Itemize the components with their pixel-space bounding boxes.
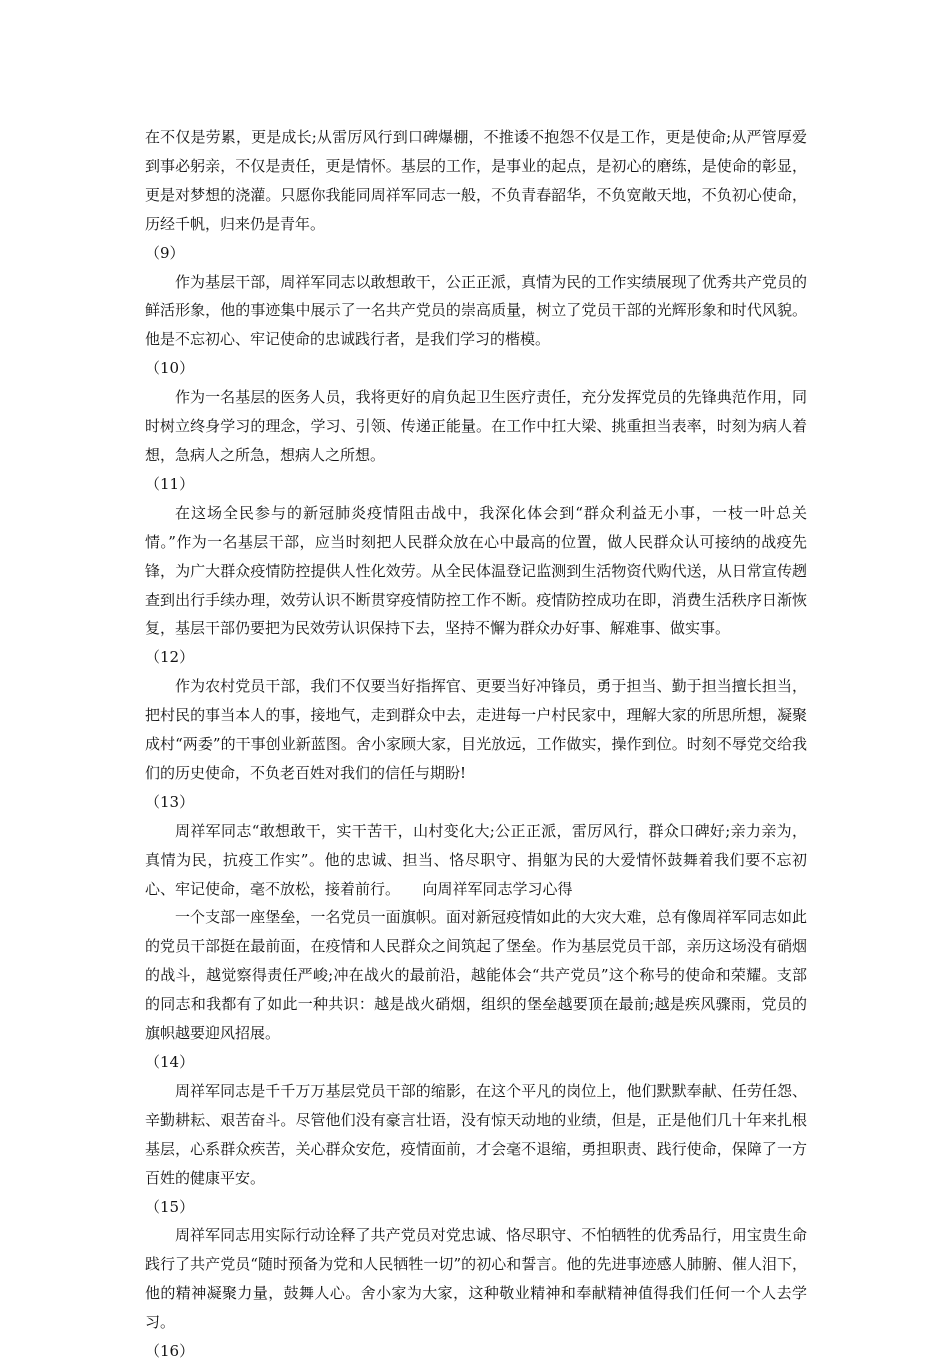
paragraph-13b: 一个支部一座堡垒，一名党员一面旗帜。面对新冠疫情如此的大灾大难，总有像周祥军同志如此的党员干部挺在最前面，在疫情和人民群众之间筑起了堡垒。作为基层党员干部，亲历这场没有硝烟的战斗，越觉察得责任严峻;冲在战火的最前沿，越能体会“共产党员”这个称号的使命和荣耀。支部的同志和我都有了如此一种共识：越是战火硝烟，组织的堡垒越要顶在最前;越是疾风骤雨，党员的旗帜越要迎风招展。 — [145, 908, 807, 1043]
section-number-14: （14） — [145, 1053, 195, 1071]
paragraph-9: 作为基层干部，周祥军同志以敢想敢干，公正正派，真情为民的工作实绩展现了优秀共产党员的鲜活形象，他的事迹集中展示了一名共产党员的崇高质量，树立了党员干部的光辉形象和时代风貌。他是不忘初心、牢记使命的忠诚践行者，是我们学习的楷模。 — [145, 272, 807, 349]
paragraph-15: 周祥军同志用实际行动诠释了共产党员对党忠诚、恪尽职守、不怕牺牲的优秀品行，用宝贵生命践行了共产党员“随时预备为党和人民牺牲一切”的初心和誓言。他的先进事迹感人肺腑、催人泪下，他的精神凝聚力量，鼓舞人心。舍小家为大家，这种敬业精神和奉献精神值得我们任何一个人去学习。 — [145, 1226, 807, 1332]
section-number-15: （15） — [145, 1197, 195, 1216]
paragraph-11: 在这场全民参与的新冠肺炎疫情阻击战中，我深化体会到“群众利益无小事，一枝一叶总关情。”作为一名基层干部，应当时刻把人民群众放在心中最高的位置，做人民群众认可接纳的战疫先锋，为广大群众疫情防控提供人性化效劳。从全民体温登记监测到生活物资代购代送，从日常宣传趔查到出行手续办理，效劳认识不断贯穿疫情防控工作不断。疫情防控成功在即，消费生活秩序日渐恢复，基层干部仍要把为民效劳认识保持下去，坚持不懈为群众办好事、解难事、做实事。 — [145, 503, 807, 638]
section-number-11: （11） — [145, 474, 195, 493]
paragraph-10: 作为一名基层的医务人员，我将更好的肩负起卫生医疗责任，充分发挥党员的先锋典范作用，同时树立终身学习的理念，学习、引领、传递正能量。在工作中扛大梁、挑重担当表率，时刻为病人着想，急病人之所急，想病人之所想。 — [145, 388, 807, 464]
section-number-16: （16） — [145, 1342, 195, 1361]
paragraph-12: 作为农村党员干部，我们不仅要当好指挥官、更要当好冲锋员，勇于担当、勤于担当擅长担当，把村民的事当本人的事，接地气，走到群众中去，走进每一户村民家中，理解大家的所思所想，凝聚成村“两委”的干事创业新蓝图。舍小家顾大家，目光放远，工作做实，操作到位。时刻不辱党交给我们的历史使命，不负老百姓对我们的信任与期盼! — [145, 677, 807, 782]
document-body — [145, 123, 807, 1366]
section-number-13: （13） — [145, 792, 195, 811]
paragraph-13: 周祥军同志“敢想敢干，实干苦干，山村变化大;公正正派，雷厉风行，群众口碑好;亲力亲为，真情为民，抗疫工作实”。他的忠诚、担当、恪尽职守、捐躯为民的大爱情怀鼓舞着我们要不忘初心、牢记使命，毫不放松，接着前行。 向周祥军同志学习心得 — [145, 821, 807, 898]
paragraph-14: 周祥军同志是千千万万基层党员干部的缩影，在这个平凡的岗位上，他们默默奉献、任劳任怨、辛勤耕耘、艰苦奋斗。尽管他们没有豪言壮语，没有惊天动地的业绩，但是，正是他们几十年来扎根基层，心系群众疾苦，关心群众安危，疫情面前，才会毫不退缩，勇担职责、践行使命，保障了一方百姓的健康平安。 — [145, 1081, 807, 1187]
section-number-10: （10） — [145, 359, 195, 378]
paragraph-continued: 在不仅是劳累，更是成长;从雷厉风行到口碑爆棚，不推诿不抱怨不仅是工作，更是使命;从严管厚爱到事必躬亲，不仅是责任，更是情怀。基层的工作，是事业的起点，是初心的磨练，是使命的彰显，更是对梦想的浇灌。只愿你我能同周祥军同志一般，不负青春韶华，不负宽敞天地，不负初心使命，历经千帆，归来仍是青年。 — [145, 128, 807, 233]
section-number-12: （12） — [145, 648, 195, 667]
section-number-9: （9） — [145, 243, 185, 262]
